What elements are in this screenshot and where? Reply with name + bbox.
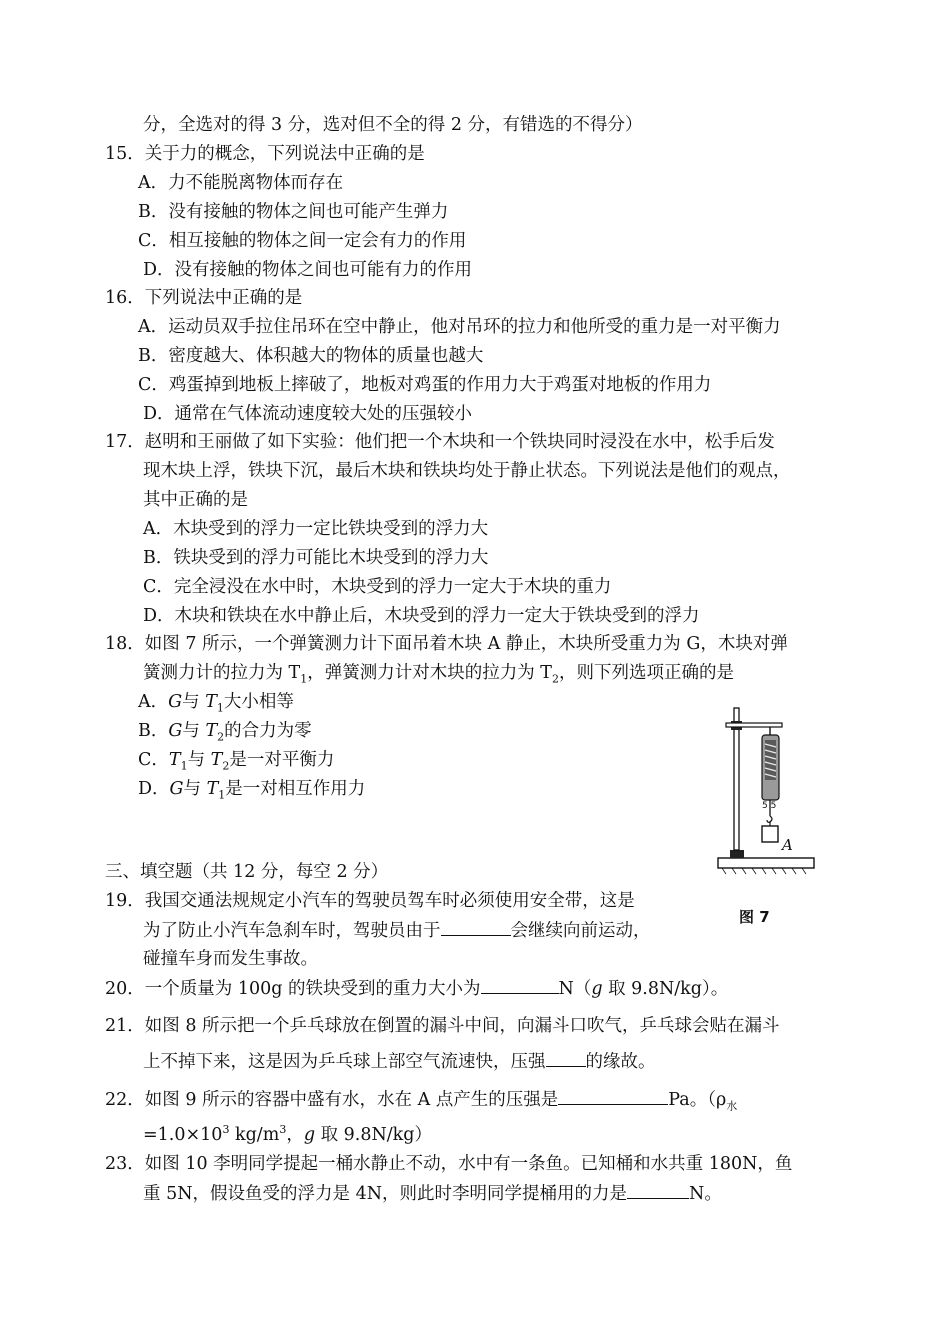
q16-option-d: D．通常在气体流动速度较大处的压强较小 [143, 404, 473, 424]
q21-line1: 21．如图 8 所示把一个乒乓球放在倒置的漏斗中间，向漏斗口吹气，乒乓球会贴在漏斗 [105, 1016, 780, 1036]
q20-line: 20．一个质量为 100g 的铁块受到的重力大小为 N（g 取 9.8N/kg）。 [105, 979, 729, 999]
q19-line1: 19．我国交通法规规定小汽车的驾驶员驾车时必须使用安全带，这是 [105, 891, 635, 911]
q15-option-a: A．力不能脱离物体而存在 [138, 173, 344, 193]
q22-line2: $=1.0\times 10^3$ $kg/m^3$，g 取 9.8N/kg） [143, 1123, 432, 1145]
q20-answer-blank[interactable] [481, 977, 559, 994]
intro-tail: 分，全选对的得 3 分，选对但不全的得 2 分，有错选的不得分） [143, 115, 643, 135]
q15-option-c: C．相互接触的物体之间一定会有力的作用 [138, 231, 467, 251]
q16-option-c: C．鸡蛋掉到地板上摔破了，地板对鸡蛋的作用力大于鸡蛋对地板的作用力 [138, 375, 712, 395]
q16-option-b: B．密度越大、体积越大的物体的质量也越大 [138, 346, 484, 366]
q19-answer-blank[interactable] [441, 919, 511, 936]
q19-line3: 碰撞车身而发生事故。 [143, 949, 318, 969]
stand-arm [726, 723, 782, 727]
q19-line2: 为了防止小汽车急刹车时，驾驶员由于 会继续向前运动， [143, 921, 651, 941]
q23-line2: 重 5N，假设鱼受的浮力是 4N，则此时李明同学提桶用的力是 N。 [143, 1184, 722, 1204]
q17-option-c: C．完全浸没在水中时，木块受到的浮力一定大于木块的重力 [143, 577, 612, 597]
q18-option-c: C．$T_1$与 $T_2$是一对平衡力 [138, 750, 335, 773]
q23-answer-blank[interactable] [627, 1182, 689, 1199]
q16-option-a: A．运动员双手拉住吊环在空中静止，他对吊环的拉力和他所受的重力是一对平衡力 [138, 317, 781, 337]
q22-answer-blank[interactable] [558, 1088, 668, 1105]
q18-option-a: A．G与 $T_1$大小相等 [138, 692, 294, 715]
q18-option-d: D．G与 $T_1$是一对相互作用力 [138, 779, 366, 802]
q17-option-d: D．木块和铁块在水中静止后，木块受到的浮力一定大于铁块受到的浮力 [143, 606, 700, 626]
q15-option-d: D．没有接触的物体之间也可能有力的作用 [143, 260, 473, 280]
q21-answer-blank[interactable] [546, 1050, 586, 1067]
block-a-label: A [782, 836, 793, 854]
q18-option-b: B．G与 $T_2$的合力为零 [138, 721, 312, 744]
q22-line1: 22．如图 9 所示的容器中盛有水，水在 A 点产生的压强是 Pa。（$\rho_水$ [105, 1090, 738, 1113]
q23-line1: 23．如图 10 李明同学提起一桶水静止不动，水中有一条鱼。已知桶和水共重 180N，鱼 [105, 1154, 793, 1174]
q15-option-b: B．没有接触的物体之间也可能产生弹力 [138, 202, 449, 222]
q17-option-a: A．木块受到的浮力一定比铁块受到的浮力大 [143, 519, 489, 539]
figure-7-caption: 图 7 [739, 908, 770, 926]
section-3-heading: 三、填空题（共 12 分，每空 2 分） [105, 862, 389, 882]
q18-stem-line1: 18．如图 7 所示，一个弹簧测力计下面吊着木块 A 静止，木块所受重力为 G，木块对弹 [105, 634, 788, 654]
scale-mark: 5 5 [762, 801, 777, 811]
figure-7-spring-scale [712, 702, 822, 882]
q21-line2: 上不掉下来，这是因为乒乓球上部空气流速快，压强 的缘故。 [143, 1052, 656, 1072]
q18-stem-line2: 簧测力计的拉力为 $T_1$，弹簧测力计对木块的拉力为 $T_2$，则下列选项正确的是 [143, 663, 734, 686]
q17-stem-line3: 其中正确的是 [143, 490, 248, 510]
q16-stem: 16．下列说法中正确的是 [105, 288, 303, 308]
q15-stem: 15．关于力的概念，下列说法中正确的是 [105, 144, 425, 164]
q17-stem-line2: 现木块上浮，铁块下沉，最后木块和铁块均处于静止状态。下列说法是他们的观点， [143, 461, 791, 481]
stand-base [718, 858, 814, 868]
q17-stem-line1: 17．赵明和王丽做了如下实验：他们把一个木块和一个铁块同时浸没在水中，松手后发 [105, 432, 775, 452]
block-a [762, 826, 778, 842]
q17-option-b: B．铁块受到的浮力可能比木块受到的浮力大 [143, 548, 489, 568]
